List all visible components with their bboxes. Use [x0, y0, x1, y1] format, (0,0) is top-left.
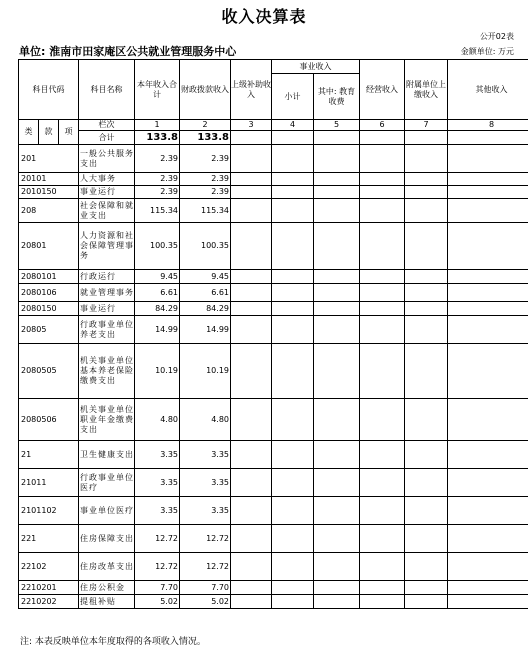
table-row — [19, 186, 528, 199]
total-cell: 133.8 — [135, 131, 180, 145]
table-row — [19, 316, 528, 344]
row-code: 201 — [19, 145, 79, 173]
empty-cell — [231, 344, 272, 399]
header-xiang: 项 — [59, 120, 79, 145]
header-code: 科目代码 — [19, 60, 79, 120]
empty-cell — [314, 223, 360, 270]
empty-cell — [314, 270, 360, 284]
row-code: 221 — [19, 525, 79, 553]
empty-cell — [272, 316, 314, 344]
table-body — [19, 145, 528, 609]
row-code: 2210202 — [19, 595, 79, 609]
empty-cell — [231, 186, 272, 199]
empty-cell — [272, 553, 314, 581]
row-code: 2210201 — [19, 581, 79, 595]
table-row — [19, 223, 528, 270]
empty-cell — [231, 399, 272, 441]
row-total: 115.34 — [135, 199, 180, 223]
empty-cell — [360, 316, 405, 344]
row-fiscal: 2.39 — [180, 186, 231, 199]
row-fiscal: 3.35 — [180, 497, 231, 525]
row-total: 2.39 — [135, 173, 180, 186]
empty-cell — [314, 173, 360, 186]
empty-cell — [360, 497, 405, 525]
row-name: 卫生健康支出 — [79, 441, 135, 469]
empty-cell — [405, 525, 448, 553]
table-row — [19, 553, 528, 581]
row-fiscal: 2.39 — [180, 173, 231, 186]
empty-cell — [405, 173, 448, 186]
empty-cell — [231, 270, 272, 284]
empty-cell — [448, 145, 528, 173]
table-row — [19, 469, 528, 497]
empty-cell — [448, 199, 528, 223]
empty-cell — [405, 553, 448, 581]
col-num: 1 — [135, 120, 180, 131]
empty-cell — [272, 173, 314, 186]
row-code: 20801 — [19, 223, 79, 270]
empty-cell — [314, 469, 360, 497]
table-row — [19, 581, 528, 595]
row-total: 3.35 — [135, 469, 180, 497]
row-name: 就业管理事务 — [79, 284, 135, 302]
row-fiscal: 115.34 — [180, 199, 231, 223]
row-total: 5.02 — [135, 595, 180, 609]
empty-cell — [314, 186, 360, 199]
empty-cell — [314, 595, 360, 609]
header-name: 科目名称 — [79, 60, 135, 120]
header-total: 本年收入合计 — [135, 60, 180, 120]
table-row — [19, 173, 528, 186]
row-fiscal: 100.35 — [180, 223, 231, 270]
empty-cell — [231, 199, 272, 223]
empty-cell — [272, 186, 314, 199]
empty-cell — [448, 553, 528, 581]
row-total: 4.80 — [135, 399, 180, 441]
empty-cell — [360, 344, 405, 399]
empty-cell — [314, 284, 360, 302]
empty-cell — [360, 553, 405, 581]
col-num: 6 — [360, 120, 405, 131]
empty-cell — [360, 199, 405, 223]
header-kuan: 款 — [39, 120, 59, 145]
empty-cell — [448, 469, 528, 497]
row-code: 20101 — [19, 173, 79, 186]
empty-cell — [272, 284, 314, 302]
empty-cell — [314, 145, 360, 173]
header-fiscal: 财政拨款收入 — [180, 60, 231, 120]
empty-cell — [272, 270, 314, 284]
row-name: 住房保障支出 — [79, 525, 135, 553]
empty-cell — [231, 525, 272, 553]
empty-cell — [231, 469, 272, 497]
empty-cell — [405, 344, 448, 399]
header-business: 事业收入 — [272, 60, 360, 74]
empty-cell — [405, 186, 448, 199]
row-name: 机关事业单位职业年金缴费支出 — [79, 399, 135, 441]
empty-cell — [314, 316, 360, 344]
empty-cell — [448, 525, 528, 553]
empty-cell — [405, 595, 448, 609]
empty-cell — [360, 469, 405, 497]
empty-cell — [405, 270, 448, 284]
empty-cell — [272, 581, 314, 595]
header-fees: 其中: 教育收费 — [314, 74, 360, 120]
empty-cell — [231, 441, 272, 469]
empty-cell — [448, 344, 528, 399]
empty-cell — [272, 344, 314, 399]
empty-cell — [360, 223, 405, 270]
row-total: 7.70 — [135, 581, 180, 595]
empty-cell — [314, 553, 360, 581]
empty-cell — [360, 302, 405, 316]
row-code: 2080101 — [19, 270, 79, 284]
header-affiliated: 附属单位上缴收入 — [405, 60, 448, 120]
table-row — [19, 497, 528, 525]
row-name: 提租补贴 — [79, 595, 135, 609]
empty-cell — [360, 525, 405, 553]
total-cell: 133.8 — [180, 131, 231, 145]
empty-cell — [231, 553, 272, 581]
empty-cell — [314, 525, 360, 553]
row-name: 一般公共服务支出 — [79, 145, 135, 173]
row-code: 22102 — [19, 553, 79, 581]
empty-cell — [272, 469, 314, 497]
row-total: 6.61 — [135, 284, 180, 302]
empty-cell — [231, 145, 272, 173]
empty-cell — [448, 595, 528, 609]
row-total: 2.39 — [135, 145, 180, 173]
empty-cell — [405, 497, 448, 525]
row-name: 行政事业单位养老支出 — [79, 316, 135, 344]
empty-cell — [448, 441, 528, 469]
header-superior: 上级补助收入 — [231, 60, 272, 120]
empty-cell — [272, 399, 314, 441]
col-num: 4 — [272, 120, 314, 131]
row-fiscal: 12.72 — [180, 525, 231, 553]
empty-cell — [405, 316, 448, 344]
row-code: 20805 — [19, 316, 79, 344]
empty-cell — [272, 497, 314, 525]
row-code: 2101102 — [19, 497, 79, 525]
empty-cell — [448, 270, 528, 284]
empty-cell — [448, 302, 528, 316]
row-total: 3.35 — [135, 497, 180, 525]
row-code: 208 — [19, 199, 79, 223]
row-code: 2080505 — [19, 344, 79, 399]
row-total: 14.99 — [135, 316, 180, 344]
row-name: 住房改革支出 — [79, 553, 135, 581]
table-row — [19, 284, 528, 302]
empty-cell — [231, 173, 272, 186]
header-subtotal: 小计 — [272, 74, 314, 120]
empty-cell — [405, 145, 448, 173]
empty-cell — [360, 270, 405, 284]
col-num: 8 — [448, 120, 528, 131]
report-title: 收入决算表 — [221, 7, 307, 26]
row-fiscal: 84.29 — [180, 302, 231, 316]
col-num: 2 — [180, 120, 231, 131]
table-row — [19, 525, 528, 553]
table-row — [19, 270, 528, 284]
header-operating: 经营收入 — [360, 60, 405, 120]
empty-cell — [405, 469, 448, 497]
empty-cell — [231, 581, 272, 595]
money-unit: 金额单位: 万元 — [460, 47, 514, 56]
table-row — [19, 399, 528, 441]
empty-cell — [405, 399, 448, 441]
row-code: 2010150 — [19, 186, 79, 199]
col-num: 7 — [405, 120, 448, 131]
header-lanci: 栏次 — [79, 120, 135, 131]
empty-cell — [448, 173, 528, 186]
empty-cell — [360, 441, 405, 469]
empty-cell — [448, 223, 528, 270]
empty-cell — [314, 497, 360, 525]
col-num: 5 — [314, 120, 360, 131]
row-total: 12.72 — [135, 553, 180, 581]
empty-cell — [448, 186, 528, 199]
row-code: 2080150 — [19, 302, 79, 316]
header-other: 其他收入 — [448, 60, 528, 120]
row-name: 社会保障和就业支出 — [79, 199, 135, 223]
row-code: 21011 — [19, 469, 79, 497]
row-name: 事业单位医疗 — [79, 497, 135, 525]
empty-cell — [360, 173, 405, 186]
row-total: 10.19 — [135, 344, 180, 399]
empty-cell — [314, 441, 360, 469]
empty-cell — [272, 302, 314, 316]
table-row — [19, 199, 528, 223]
row-fiscal: 3.35 — [180, 469, 231, 497]
row-name: 机关事业单位基本养老保险缴费支出 — [79, 344, 135, 399]
row-name: 事业运行 — [79, 186, 135, 199]
row-fiscal: 9.45 — [180, 270, 231, 284]
row-fiscal: 14.99 — [180, 316, 231, 344]
empty-cell — [231, 497, 272, 525]
empty-cell — [360, 284, 405, 302]
empty-cell — [405, 581, 448, 595]
empty-cell — [448, 316, 528, 344]
empty-cell — [314, 302, 360, 316]
table-row — [19, 145, 528, 173]
empty-cell — [231, 223, 272, 270]
row-fiscal: 4.80 — [180, 399, 231, 441]
empty-cell — [448, 284, 528, 302]
empty-cell — [360, 595, 405, 609]
empty-cell — [314, 399, 360, 441]
empty-cell — [272, 145, 314, 173]
row-total: 100.35 — [135, 223, 180, 270]
row-total: 2.39 — [135, 186, 180, 199]
empty-cell — [405, 302, 448, 316]
empty-cell — [448, 399, 528, 441]
empty-cell — [272, 223, 314, 270]
row-name: 人大事务 — [79, 173, 135, 186]
empty-cell — [360, 581, 405, 595]
header-lei: 类 — [19, 120, 39, 145]
row-name: 人力资源和社会保障管理事务 — [79, 223, 135, 270]
table-row — [19, 595, 528, 609]
row-name: 事业运行 — [79, 302, 135, 316]
empty-cell — [231, 302, 272, 316]
row-fiscal: 6.61 — [180, 284, 231, 302]
row-code: 2080506 — [19, 399, 79, 441]
empty-cell — [405, 223, 448, 270]
table-row — [19, 344, 528, 399]
row-total: 12.72 — [135, 525, 180, 553]
footnote: 注: 本表反映单位本年度取得的各项收入情况。 — [20, 637, 206, 647]
row-code: 2080106 — [19, 284, 79, 302]
table-row — [19, 441, 528, 469]
row-fiscal: 3.35 — [180, 441, 231, 469]
table-row — [19, 302, 528, 316]
row-total: 84.29 — [135, 302, 180, 316]
row-total: 3.35 — [135, 441, 180, 469]
row-fiscal: 7.70 — [180, 581, 231, 595]
row-code: 21 — [19, 441, 79, 469]
empty-cell — [360, 186, 405, 199]
col-num: 3 — [231, 120, 272, 131]
empty-cell — [360, 145, 405, 173]
row-name: 行政运行 — [79, 270, 135, 284]
empty-cell — [448, 497, 528, 525]
empty-cell — [231, 284, 272, 302]
header-heji: 合计 — [79, 131, 135, 145]
empty-cell — [314, 581, 360, 595]
empty-cell — [360, 399, 405, 441]
row-total: 9.45 — [135, 270, 180, 284]
empty-cell — [231, 316, 272, 344]
row-fiscal: 12.72 — [180, 553, 231, 581]
row-fiscal: 10.19 — [180, 344, 231, 399]
row-name: 住房公积金 — [79, 581, 135, 595]
unit-label: 单位: 淮南市田家庵区公共就业管理服务中心 — [19, 45, 237, 58]
empty-cell — [405, 441, 448, 469]
empty-cell — [405, 199, 448, 223]
empty-cell — [231, 595, 272, 609]
empty-cell — [272, 441, 314, 469]
empty-cell — [448, 581, 528, 595]
row-name: 行政事业单位医疗 — [79, 469, 135, 497]
empty-cell — [272, 525, 314, 553]
row-fiscal: 2.39 — [180, 145, 231, 173]
empty-cell — [314, 199, 360, 223]
income-table — [18, 59, 528, 609]
form-code: 公开02表 — [479, 32, 514, 41]
empty-cell — [272, 595, 314, 609]
empty-cell — [272, 199, 314, 223]
empty-cell — [405, 284, 448, 302]
empty-cell — [314, 344, 360, 399]
row-fiscal: 5.02 — [180, 595, 231, 609]
